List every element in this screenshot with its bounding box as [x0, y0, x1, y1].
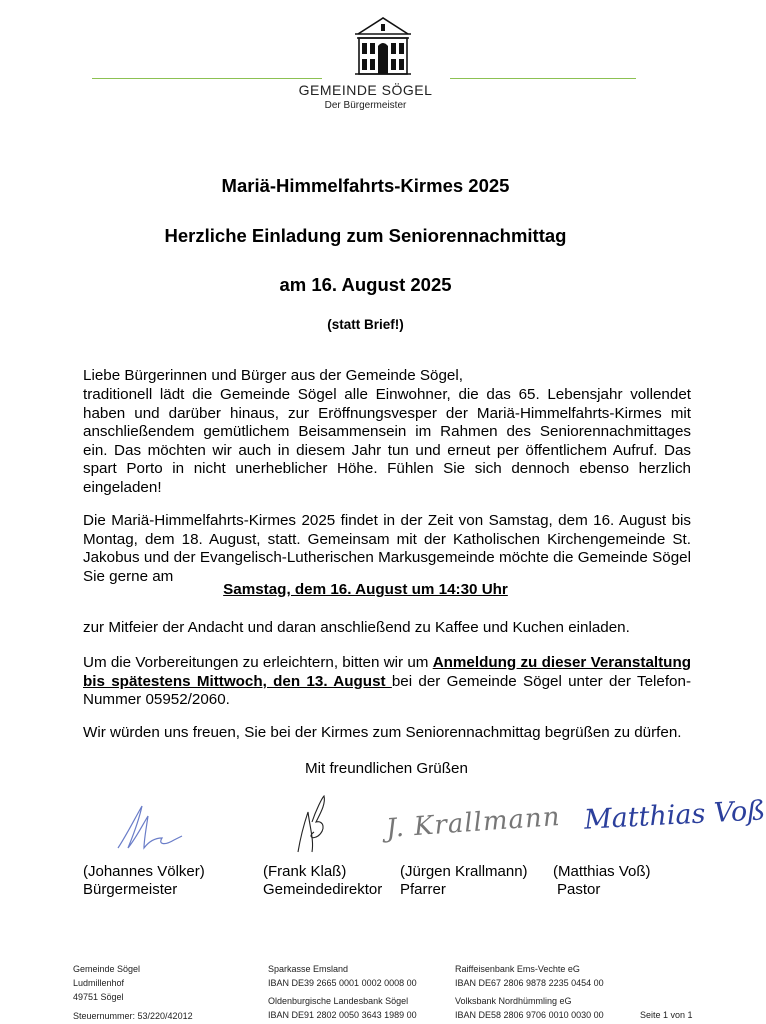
paragraph-1: traditionell lädt die Gemeinde Sögel alle Einwohner, die das 65. Lebensjahr vollendet haben und darüber hinaus, zur Eröffnungsvesper der Mariä-Himmelfahrts-Kirmes mit anschließendem gemütlichem Beisammensein im Rahmen des Seniorennachmittages ein. Das möchten wir auch in diesem Jahr tun und erneut per öffentlichem Aufruf. Das spart Porto in nicht unerheblicher Höhe. Fühlen Sie sich dennoch ebenso herzlich eingeladen!	[83, 386, 691, 496]
title-line-2: Herzliche Einladung zum Seniorennachmittag	[164, 225, 567, 246]
page-number: Seite 1 von 1	[640, 1010, 693, 1020]
title-line-1: Mariä-Himmelfahrts-Kirmes 2025	[221, 175, 510, 196]
bank-1-iban: IBAN DE39 2665 0001 0002 0008 00	[268, 978, 417, 988]
bank-1-name: Sparkasse Emsland	[268, 964, 349, 974]
signature-klass	[290, 792, 332, 858]
signature-krallmann: J. Krallmann	[385, 801, 562, 845]
bank-4-iban: IBAN DE58 2806 9706 0010 0030 00	[455, 1010, 604, 1020]
signer-4-role: Pastor	[557, 881, 601, 898]
signature-voelker	[112, 798, 192, 856]
bank-4-name: Volksbank Nordhümmling eG	[455, 996, 572, 1006]
paragraph-4-start: Um die Vorbereitungen zu erleichtern, bitten wir um	[83, 654, 433, 671]
org-subtitle: Der Bürgermeister	[324, 100, 407, 111]
town-hall-logo	[354, 14, 412, 76]
paragraph-3: zur Mitfeier der Andacht und daran anschließend zu Kaffee und Kuchen einladen.	[83, 619, 630, 636]
footer-bank-2	[455, 962, 604, 1022]
header-rule-right	[450, 78, 636, 79]
signature-voss: Matthias Voß	[583, 795, 766, 836]
signer-1-name: (Johannes Völker)	[83, 863, 205, 880]
footer-tax: Steuernummer: 53/220/42012	[73, 1011, 193, 1021]
org-name: GEMEINDE SÖGEL	[298, 82, 433, 98]
title-line-3: am 16. August 2025	[279, 274, 452, 295]
footer-city: 49751 Sögel	[73, 992, 124, 1002]
paragraph-4-end: bei der Gemeinde Sögel unter der Telefon-Nummer 05952/2060.	[83, 672, 692, 708]
footer-street: Ludmillenhof	[73, 978, 125, 988]
footer-bank-1	[268, 962, 417, 1022]
signer-4	[553, 863, 651, 899]
paragraph-2: Die Mariä-Himmelfahrts-Kirmes 2025 findet in der Zeit von Samstag, dem 16. August bis Montag, dem 18. August, statt. Gemeinsam mit der Katholischen Kirchengemeinde St. Jakobus und der Evangelisch-Lutherischen Markusgemeinde möchte die Gemeinde Sögel Sie gerne am	[83, 512, 691, 585]
closing: Mit freundlichen Grüßen	[305, 760, 468, 777]
title-note: (statt Brief!)	[327, 317, 404, 332]
greeting: Liebe Bürgerinnen und Bürger aus der Gemeinde Sögel,	[83, 367, 463, 384]
paragraph-5: Wir würden uns freuen, Sie bei der Kirmes zum Seniorennachmittag begrüßen zu dürfen.	[83, 724, 682, 741]
signer-2	[263, 863, 382, 899]
signer-4-name: (Matthias Voß)	[553, 863, 651, 880]
footer-org: Gemeinde Sögel	[73, 964, 141, 974]
header-rule-left	[92, 78, 322, 79]
signer-2-name: (Frank Klaß)	[263, 863, 347, 880]
bank-2-name: Oldenburgische Landesbank Sögel	[268, 996, 409, 1006]
signer-2-role: Gemeindedirektor	[263, 881, 383, 898]
signer-1	[83, 863, 205, 899]
bank-3-iban: IBAN DE67 2806 9878 2235 0454 00	[455, 978, 604, 988]
bank-3-name: Raiffeisenbank Ems-Vechte eG	[455, 964, 580, 974]
signer-3-name: (Jürgen Krallmann)	[400, 863, 528, 880]
signer-3	[400, 863, 528, 899]
bank-2-iban: IBAN DE91 2802 0050 3643 1989 00	[268, 1010, 417, 1020]
signer-1-role: Bürgermeister	[83, 881, 178, 898]
paragraph-4	[83, 654, 691, 710]
registration-deadline: Anmeldung zu dieser Veranstaltung bis spätestens Mittwoch, den 13. August	[83, 654, 691, 690]
footer-address	[73, 962, 193, 1023]
signer-3-role: Pfarrer	[400, 881, 446, 898]
event-date-line: Samstag, dem 16. August um 14:30 Uhr	[223, 581, 508, 598]
